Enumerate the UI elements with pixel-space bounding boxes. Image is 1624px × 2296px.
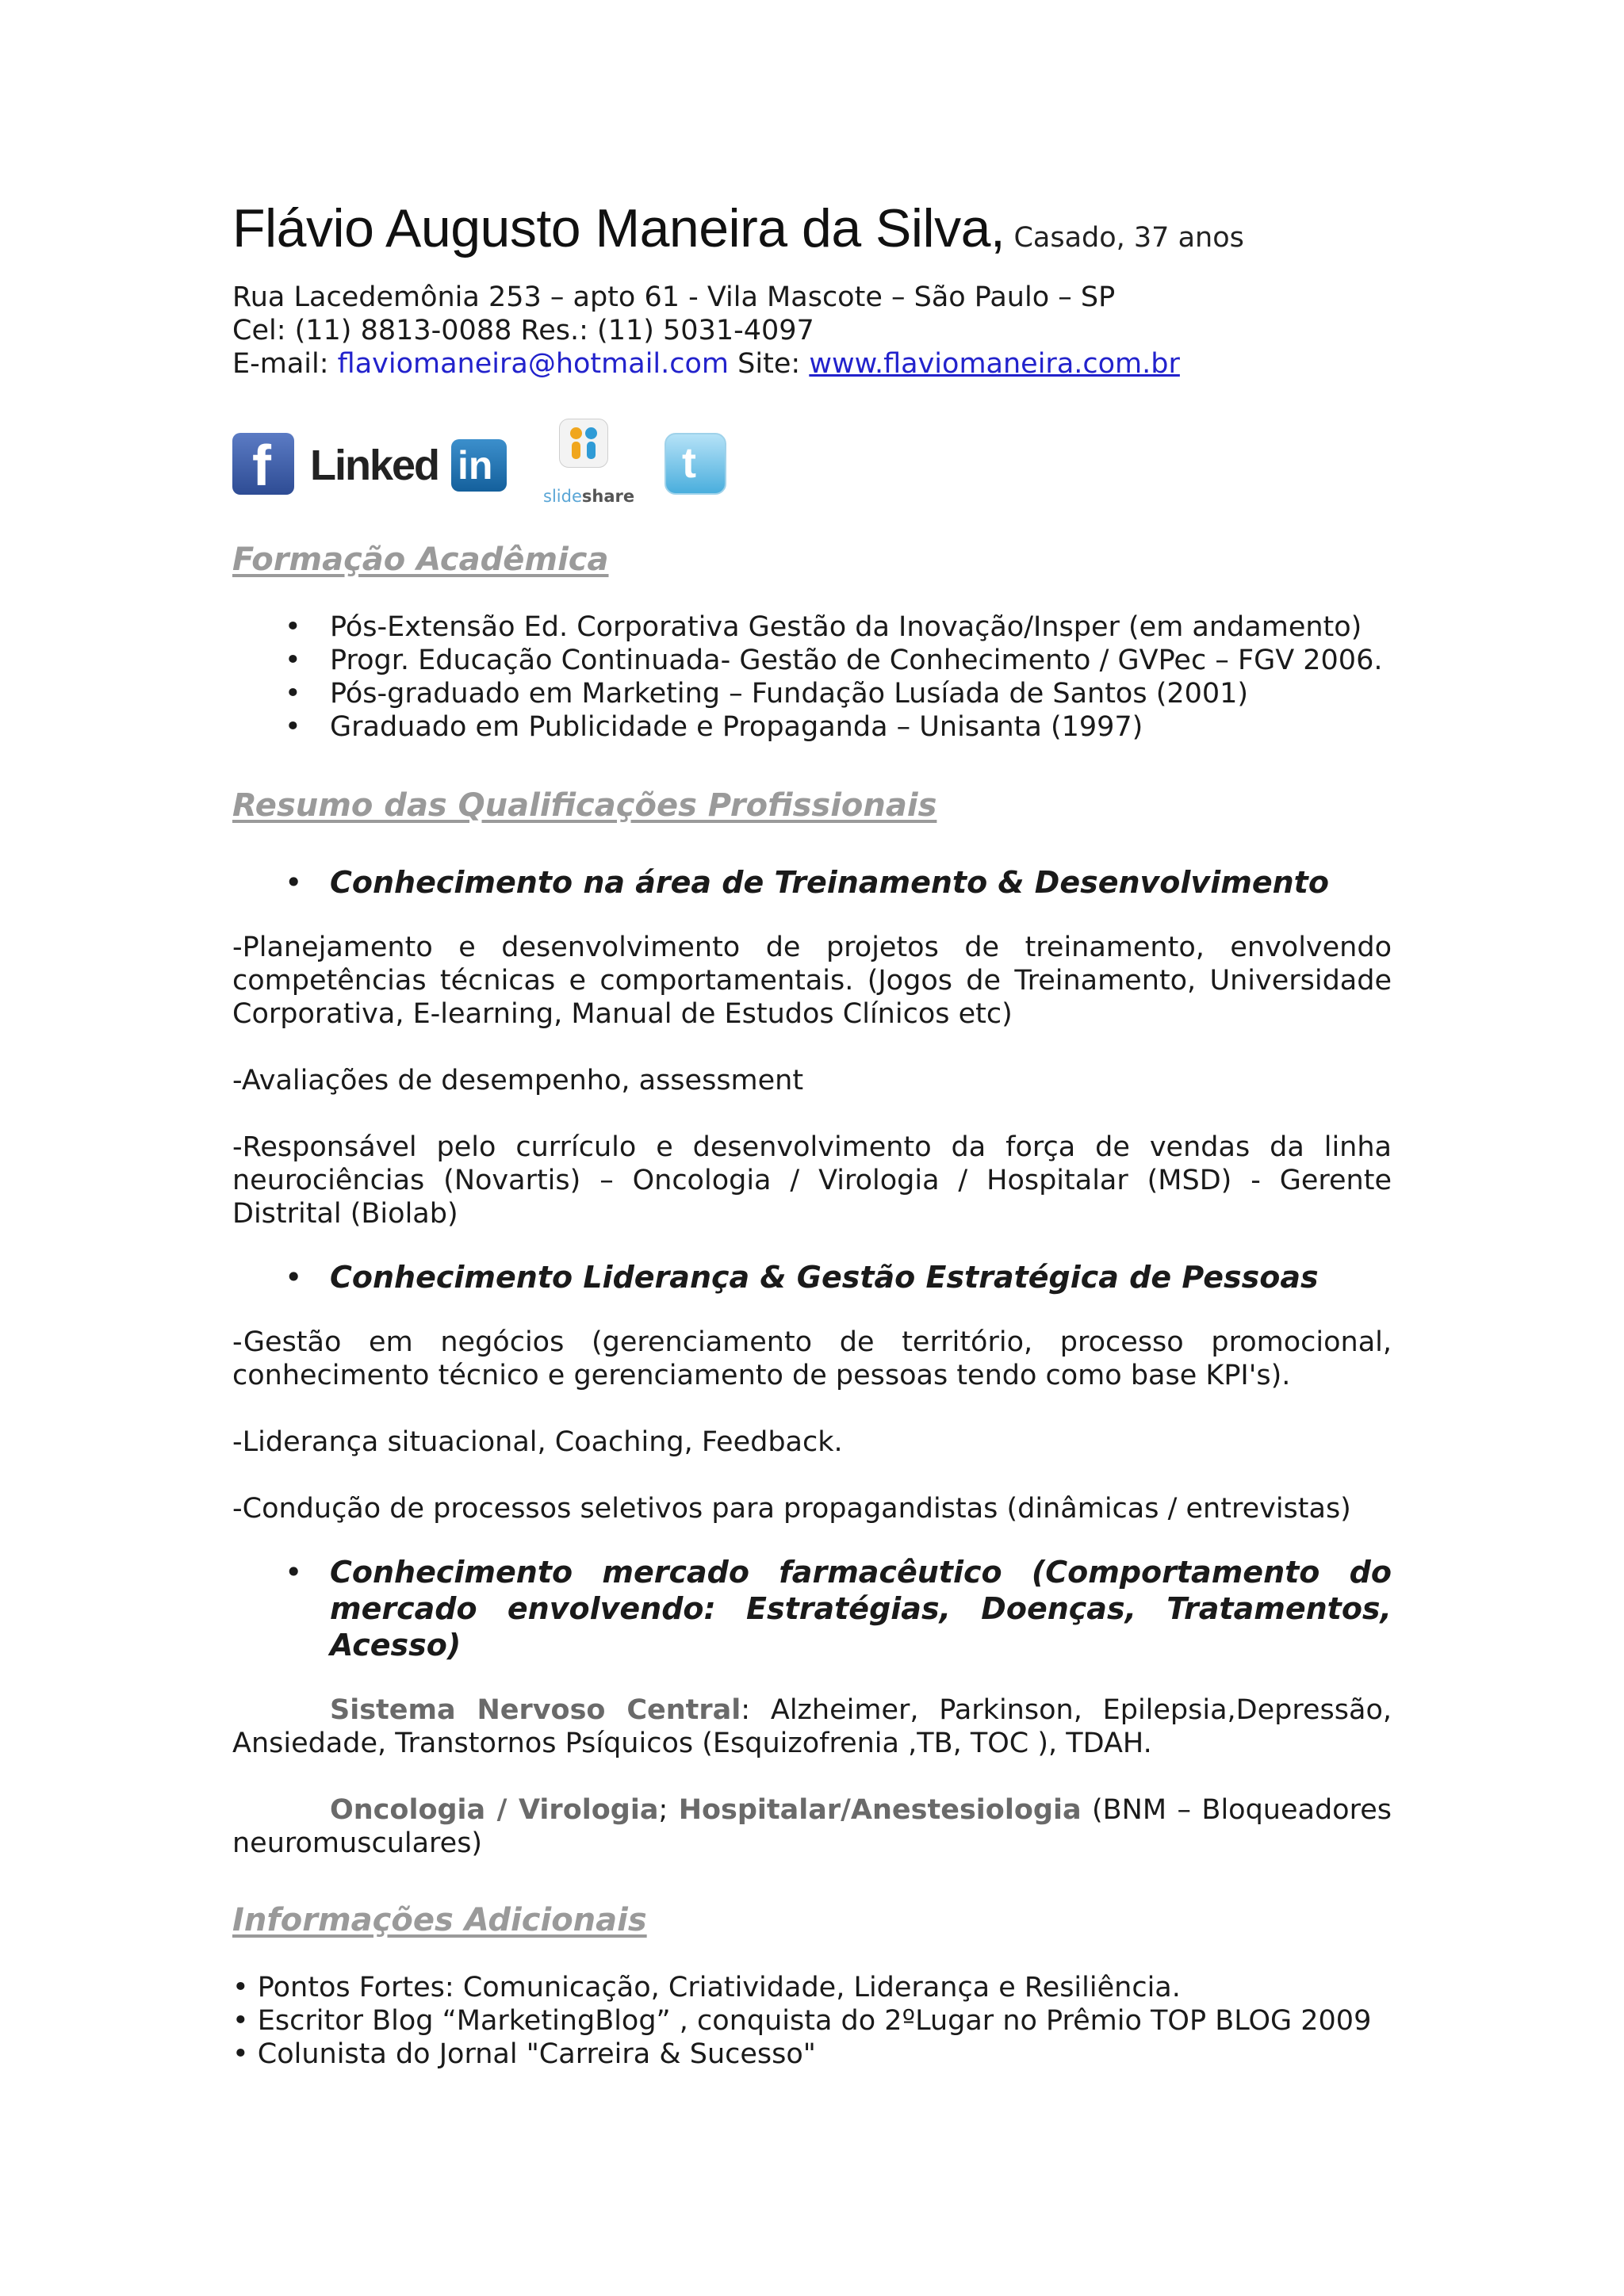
training-paragraph: -Planejamento e desenvolvimento de projetos de treinamento, envolvendo competências técnicas e comportamentais. (Jogos de Treinamento, Universidade Corporativa, E-learning, Manual de Estudos Clínicos etc) bbox=[232, 932, 1392, 1030]
leadership-paragraph: -Condução de processos seletivos para propagandistas (dinâmicas / entrevistas) bbox=[232, 1493, 1351, 1525]
slideshare-bar-blue bbox=[587, 442, 596, 459]
education-item: • Progr. Educação Continuada- Gestão de Conhecimento / GVPec – FGV 2006. bbox=[232, 644, 1392, 677]
slideshare-dot-blue bbox=[585, 427, 597, 439]
twitter-glyph: t bbox=[682, 439, 696, 487]
education-list bbox=[232, 610, 1392, 744]
slideshare-bar-orange bbox=[572, 442, 580, 459]
education-item: • Graduado em Publicidade e Propaganda – Unisanta (1997) bbox=[232, 710, 1392, 744]
header-name-line bbox=[232, 197, 1392, 270]
site-link[interactable]: www.flaviomaneira.com.br bbox=[809, 348, 1180, 380]
email-site-line bbox=[232, 347, 1392, 381]
facebook-icon[interactable] bbox=[232, 433, 294, 498]
cns-paragraph bbox=[232, 1693, 1392, 1760]
marital-status-age: Casado, 37 anos bbox=[1013, 222, 1244, 254]
oncology-separator: ; bbox=[658, 1794, 668, 1826]
slideshare-icon[interactable] bbox=[543, 417, 638, 511]
email-link[interactable]: flaviomaneira@hotmail.com bbox=[337, 348, 730, 380]
phones: Cel: (11) 8813-0088 Res.: (11) 5031-4097 bbox=[232, 315, 814, 346]
training-paragraph: -Responsável pelo currículo e desenvolvimento da força de vendas da linha neurociências (Novartis) – Oncologia / Virologia / Hospitalar (MSD) - Gerente Distrital (Biolab) bbox=[232, 1131, 1392, 1230]
training-subheading: • Conhecimento na área de Treinamento & Desenvolvimento bbox=[232, 864, 1392, 901]
leadership-paragraph: -Gestão em negócios (gerenciamento de território, processo promocional, conhecimento técnico e gerenciamento de pessoas tendo como base KPI's). bbox=[232, 1326, 1392, 1391]
linkedin-icon[interactable] bbox=[310, 439, 508, 492]
slideshare-dot-orange bbox=[570, 427, 582, 439]
linkedin-word: Linked bbox=[310, 442, 439, 489]
facebook-glyph: f bbox=[252, 434, 271, 498]
twitter-icon[interactable] bbox=[665, 433, 726, 495]
leadership-subheading: • Conhecimento Liderança & Gestão Estratégica de Pessoas bbox=[232, 1259, 1392, 1295]
cns-label: Sistema Nervoso Central bbox=[330, 1694, 741, 1726]
education-heading: Formação Acadêmica bbox=[232, 541, 609, 578]
slideshare-badge bbox=[559, 419, 608, 468]
site-label: Site: bbox=[737, 348, 801, 380]
address: Rua Lacedemônia 253 – apto 61 - Vila Mascote – São Paulo – SP bbox=[232, 281, 1116, 313]
linkedin-box bbox=[451, 439, 507, 492]
hospital-label: Hospitalar/Anestesiologia bbox=[678, 1794, 1082, 1826]
additional-list bbox=[232, 1971, 1392, 2071]
education-item: • Pós-Extensão Ed. Corporativa Gestão da Inovação/Insper (em andamento) bbox=[232, 610, 1392, 644]
pharma-subheading: • Conhecimento mercado farmacêutico (Comportamento do mercado envolvendo: Estratégias, Doenças, Tratamentos, Acesso) bbox=[232, 1554, 1392, 1663]
training-paragraph: -Avaliações de desempenho, assessment bbox=[232, 1065, 804, 1096]
additional-item: • Escritor Blog “MarketingBlog” , conquista do 2ºLugar no Prêmio TOP BLOG 2009 bbox=[232, 2005, 1372, 2037]
additional-heading: Informações Adicionais bbox=[232, 1902, 647, 1938]
oncology-label: Oncologia / Virologia bbox=[330, 1794, 659, 1826]
additional-item: • Colunista do Jornal "Carreira & Sucesso" bbox=[232, 2038, 816, 2070]
qualifications-heading: Resumo das Qualificações Profissionais bbox=[232, 787, 937, 824]
slideshare-word: slideshare bbox=[543, 487, 635, 506]
social-icons bbox=[232, 417, 1392, 512]
cns-text: : Alzheimer, Parkinson, Epilepsia,Depressão, Ansiedade, Transtornos Psíquicos (Esquizofrenia ,TB, TOC ), TDAH. bbox=[232, 1694, 1392, 1759]
hospital-text: (BNM – Bloqueadores neuromusculares) bbox=[232, 1794, 1392, 1859]
email-label: E-mail: bbox=[232, 348, 329, 380]
additional-item: • Pontos Fortes: Comunicação, Criatividade, Liderança e Resiliência. bbox=[232, 1972, 1181, 2003]
resume-content bbox=[232, 197, 1392, 2071]
leadership-paragraph: -Liderança situacional, Coaching, Feedback. bbox=[232, 1426, 843, 1458]
oncology-paragraph bbox=[232, 1793, 1392, 1860]
linkedin-glyph: in bbox=[458, 443, 493, 488]
full-name: Flávio Augusto Maneira da Silva, bbox=[232, 198, 1005, 258]
education-item: • Pós-graduado em Marketing – Fundação Lusíada de Santos (2001) bbox=[232, 677, 1392, 710]
